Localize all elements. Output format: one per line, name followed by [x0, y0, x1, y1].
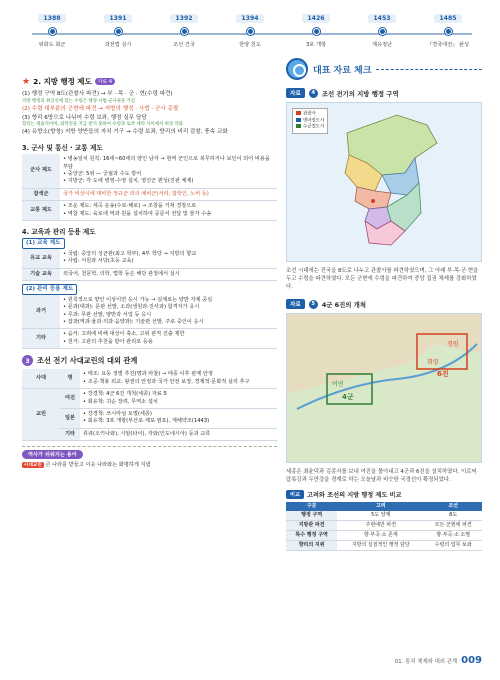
timeline-year: 1391 — [104, 14, 131, 23]
material-number: 5 — [309, 300, 318, 309]
admin-annotation-3: 향리는 세습직이며, 외역전을 지급 받지 못하여 수령과 토착 세력 사이에서 위상 약화 — [22, 122, 183, 128]
row-text: • 강경책: 쓰시마섬 토벌(세종) • 회유책: 3포 개항(부산포·제포·염포), 계해약조(1443) — [80, 408, 277, 428]
row-subheader: 일본 — [60, 408, 80, 428]
timeline-label: 3포 개항 — [306, 42, 326, 48]
material-number: 4 — [309, 89, 318, 98]
row-text: • 음서: 고려에 비해 대상이 축소, 고위 관직 진출 제한 • 천거: 고관의 추천을 받아 관리로 등용 — [60, 329, 277, 349]
material-4-description: 조선 시대에는 전국을 8도로 나누고 관찰사를 파견하였으며, 그 아래 부·목·군·현을 두고 수령을 파견하였다. 모든 군현에 수령을 파견하여 중앙 집권 체제를 강화하였다. — [286, 268, 479, 290]
education-table — [22, 249, 277, 281]
admin-line-2: (2) 수령 대부분의 군현에 파견 → 지방의 행정 · 사법 · 군사 총괄 — [22, 105, 179, 112]
timeline-year: 1485 — [434, 14, 461, 23]
foreign-relations-table — [22, 369, 277, 441]
star-icon: ★ — [22, 76, 31, 87]
legend-text: 수군절도사 — [303, 124, 325, 130]
row-header: 기타 — [22, 329, 60, 349]
timeline-dot — [181, 28, 188, 35]
row-text: • 조운 제도: 세곡 운송(수로·해로) → 조창을 거쳐 경창으로 • 역참 제도: 육로에 역과 원을 설치하여 공문서 전달 및 물자 수송 — [60, 201, 277, 221]
timeline-label: 위화도 회군 — [38, 42, 66, 48]
table-row — [286, 511, 482, 521]
column-header: 고려 — [337, 502, 424, 511]
timeline-dot — [115, 28, 122, 35]
row-text: 국가 비상시에 대비한 정규군 외의 예비군(서리, 잡학인, 노비 등) — [60, 188, 277, 200]
recruitment-table — [22, 295, 277, 349]
timeline-dot — [379, 28, 386, 35]
table-row — [22, 295, 277, 329]
map-label-four-commanderies: 4군 — [342, 393, 354, 401]
material-4-title — [286, 88, 482, 98]
row-subheader: 여진 — [60, 389, 80, 409]
section-military-title: 3. 군사 및 통신 · 교통 제도 — [22, 144, 103, 153]
timeline-item — [22, 14, 82, 49]
table-row — [22, 329, 277, 349]
section-education-title: 4. 교육과 관리 등용 제도 — [22, 228, 96, 237]
column-header: 구분 — [286, 502, 337, 511]
table-row — [22, 154, 277, 188]
recruitment-subtitle-label: (2) 관리 등용 제도 — [22, 284, 77, 295]
map-label-hoeryeong: 회령 — [427, 359, 439, 366]
row-text: • 국립: 중앙의 성균관(최고 학부), 4부 학당 → 지방의 향교 • 사립: 서원과 서당(초등 교육) — [60, 249, 277, 268]
legend-text: 관찰사 — [303, 111, 316, 117]
comparison-header — [286, 490, 482, 499]
term-definition: 큰 나라를 받들고 이웃 나라와는 화평하게 지냄 — [45, 462, 151, 469]
row-text: • 병농일치 원칙: 16세~60세의 양인 남자 → 현역 군인으로 복무하거나 보인이 되어 비용을 부담 • 중앙군: 5위 — 궁궐과 수도 방어 • 지방군: 각 도에 병영·수영 설치, 영진군 편성(진관 체제) — [60, 154, 277, 188]
comparison-title: 고려와 조선의 지방 행정 제도 비교 — [307, 492, 402, 499]
left-column — [22, 72, 277, 468]
timeline-item — [154, 14, 214, 49]
legend-text: 병마절도사 — [303, 118, 325, 123]
cell: 특수 행정 구역 — [286, 531, 337, 541]
table-row — [22, 408, 277, 428]
page-number: 009 — [461, 655, 482, 666]
timeline-year: 1394 — [236, 14, 263, 23]
education-subtitle — [22, 238, 277, 249]
table-row — [22, 268, 277, 280]
row-header: 기술 교육 — [22, 268, 60, 280]
cell: 지방관 파견 — [286, 521, 337, 531]
cell: 향리의 지위 — [286, 541, 337, 551]
row-subheader: 기타 — [60, 428, 80, 440]
cell: 행정 구역 — [286, 511, 337, 521]
cell: 향·부곡·소 소멸 — [424, 531, 482, 541]
term-tip-box — [22, 446, 277, 468]
timeline-dot — [445, 28, 452, 35]
material-5-description: 세종은 최윤덕과 김종서를 보내 여진을 몰아내고 4군과 6진을 설치하였다. 이로써 압록강과 두만강을 경계로 하는 오늘날과 비슷한 국경선이 확정되었다. — [286, 469, 477, 483]
admin-line-4: (4) 유향소(향청) 지방 양반들의 자치 기구 → 수령 보좌, 향리의 비리 감찰, 풍속 교화 — [22, 129, 228, 136]
table-row — [22, 389, 277, 409]
row-header-kyorin: 교린 — [22, 389, 60, 441]
row-header: 유교 교육 — [22, 249, 60, 268]
map-label-yeoyeon: 여연 — [332, 381, 344, 388]
comparison-tag: 비교 — [286, 490, 304, 499]
magnifier-icon — [286, 58, 308, 80]
frontier-map-svg — [287, 314, 482, 463]
table-row — [22, 369, 277, 388]
representative-materials-header — [286, 58, 482, 80]
material-title-text: 조선 전기의 지방 행정 구역 — [321, 89, 399, 98]
map-legend — [292, 108, 328, 134]
row-header: 군사 제도 — [22, 154, 60, 188]
four-commanderies-six-garrisons-map — [286, 313, 482, 463]
term-label: 사대교린 — [24, 463, 42, 469]
table-row — [286, 541, 482, 551]
legend-item — [296, 124, 324, 131]
cell: 8도 — [424, 511, 482, 521]
timeline-dot — [247, 28, 254, 35]
timeline-year: 1388 — [38, 14, 65, 23]
timeline-year: 1426 — [302, 14, 329, 23]
row-text: 외국어, 천문학, 의학, 법학 등은 해당 관청에서 실시 — [60, 268, 277, 280]
timeline-label: 과전법 실시 — [104, 42, 132, 48]
admin-line-1: (1) 행정 구역 8도(관찰사 파견) → 부 · 목 · 군 · 현(수령 파견) — [22, 91, 173, 97]
section-title-text: 2. 지방 행정 제도 — [33, 77, 92, 86]
timeline-dot — [313, 28, 320, 35]
row-header: 사대 — [22, 369, 60, 388]
row-subheader: 명 — [60, 369, 80, 388]
timeline-item — [88, 14, 148, 49]
table-row — [22, 428, 277, 440]
cell: 지방의 실질적인 행정 담당 — [337, 541, 424, 551]
representative-materials-title: 대표 자료 체크 — [313, 65, 372, 76]
timeline-item — [286, 14, 346, 49]
row-text: • 원칙적으로 양인 이상이면 응시 가능 → 실제로는 양반 자제 중심 • 문과(대과): 문관 선발, 소과(생원과·진사과) 합격자가 응시 • 무과: 무관 선발, 양반과 서얼 등 응시 • 잡과(역과·율과·의과·음양과): 기술관 선발, 주로 중인이 응시 — [60, 295, 277, 329]
comparison-box — [286, 490, 482, 551]
table-row — [22, 188, 277, 200]
column-header: 조선 — [424, 502, 482, 511]
foreign-relations-title-text: 조선 전기 사대교린의 대외 관계 — [37, 355, 138, 365]
cell: 모든 군현에 파견 — [424, 521, 482, 531]
table-row — [286, 521, 482, 531]
military-table — [22, 154, 277, 221]
section-number: 3 — [22, 355, 33, 366]
row-header: 잡색군 — [22, 188, 60, 200]
row-text: • 태조: 요동 정벌 추진(명과 마찰) → 태종 이후 관계 안정 • 조공·책봉 외교: 왕권의 안정과 국가 안전 보장, 경제적·문화적 실리 추구 — [80, 369, 277, 388]
cell: 수령의 업무 보좌 — [424, 541, 482, 551]
timeline-dot — [49, 28, 56, 35]
timeline-label: 계유정난 — [371, 42, 393, 48]
foreign-relations-title — [22, 355, 277, 366]
joseon-provinces-map — [286, 102, 482, 262]
province-hwanghae-gyeonggi — [355, 187, 391, 209]
material-badge: 자료 4 — [95, 78, 115, 85]
timeline-label: 『경국대전』 완성 — [426, 42, 470, 48]
row-header: 교통 제도 — [22, 201, 60, 221]
term-tip-line — [22, 461, 277, 468]
map-label-gyeongwon: 경원 — [447, 341, 459, 348]
right-column — [286, 58, 482, 551]
admin-annotation-1: 지방 행정의 최일선에 있는 수령은 행정·사법·군사권을 가짐 — [22, 98, 135, 104]
table-header-row — [286, 502, 482, 511]
map-label-six-garrisons: 6진 — [437, 370, 449, 378]
divider — [376, 69, 482, 70]
cell: 향·부곡·소 존재 — [337, 531, 424, 541]
table-row — [286, 531, 482, 541]
cell: 5도 양계 — [337, 511, 424, 521]
chapter-title: 01. 통치 체제와 대외 관계 — [394, 658, 458, 665]
comparison-table — [286, 502, 482, 551]
timeline-label: 한양 천도 — [239, 42, 261, 48]
cell: 주현에만 파견 — [337, 521, 424, 531]
material-title-text: 4군 6진의 개척 — [321, 300, 367, 309]
education-subtitle-label: (1) 교육 제도 — [22, 238, 65, 249]
timeline-item — [352, 14, 412, 49]
material-tag: 자료 — [286, 299, 305, 309]
timeline-item — [418, 14, 478, 49]
material-5-title — [286, 299, 482, 309]
term-tip-title: 역사가 쉬워지는 용어 — [22, 450, 83, 459]
table-row — [22, 249, 277, 268]
timeline-item — [220, 14, 280, 49]
timeline-label: 조선 건국 — [173, 42, 195, 48]
table-row — [22, 201, 277, 221]
timeline-year: 1392 — [170, 14, 197, 23]
admin-line-3: (3) 향리 6방으로 나뉘어 수령 보좌, 행정 실무 담당 — [22, 114, 147, 121]
row-header: 과거 — [22, 295, 60, 329]
recruitment-subtitle — [22, 284, 277, 295]
row-text: • 강경책: 4군 6진 개척(세종) 자료 5 • 회유책: 귀순 장려, 무역소 설치 — [80, 389, 277, 409]
page-footer — [395, 655, 482, 666]
timeline-year: 1453 — [368, 14, 395, 23]
section-local-admin-title — [22, 76, 277, 87]
material-tag: 자료 — [286, 88, 305, 98]
row-text: 류큐(오키나와), 시암(타이), 자와(인도네시아) 등과 교류 — [80, 428, 277, 440]
capital-marker — [371, 199, 375, 203]
